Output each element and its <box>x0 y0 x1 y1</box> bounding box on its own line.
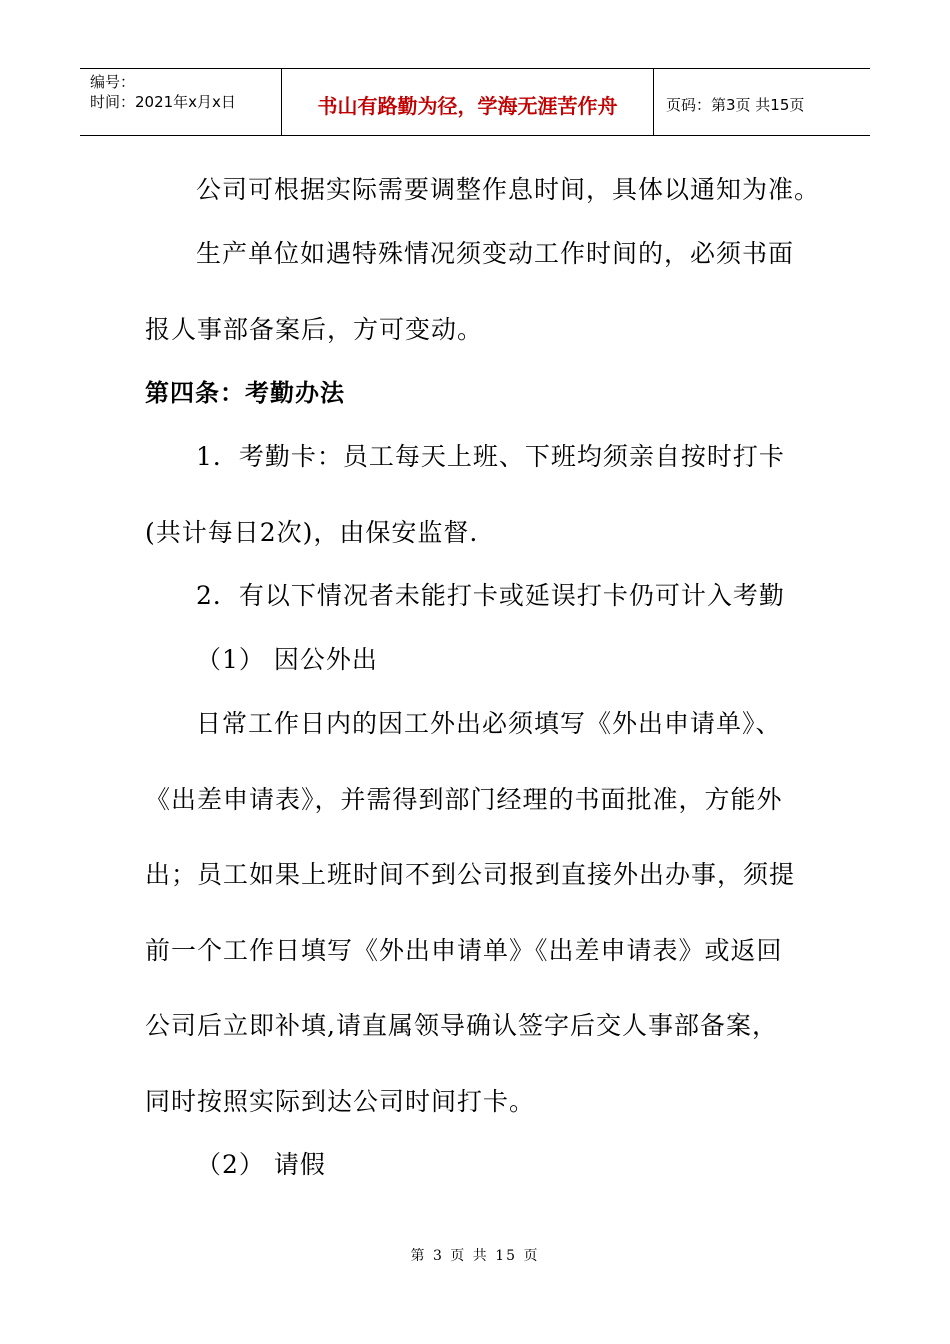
paragraph-line: 同时按照实际到达公司时间打卡。 <box>145 1087 536 1116</box>
paragraph-line: 1．考勤卡：员工每天上班、下班均须亲自按时打卡 <box>196 442 785 471</box>
paragraph-line: 《出差申请表》，并需得到部门经理的书面批准，方能外 <box>145 785 783 814</box>
subsection-heading: （2） 请假 <box>196 1150 326 1179</box>
section-heading: 第四条：考勤办法 <box>145 379 345 407</box>
paragraph-line: 报人事部备案后，方可变动。 <box>145 315 484 344</box>
page-header <box>80 68 870 136</box>
document-number-label: 编号： <box>90 73 136 91</box>
paragraph-line: 日常工作日内的因工外出必须填写《外出申请单》、 <box>196 709 782 738</box>
paragraph-line: 生产单位如遇特殊情况须变动工作时间的，必须书面 <box>196 239 795 268</box>
paragraph-line: 2．有以下情况者未能打卡或延误打卡仍可计入考勤 <box>196 581 785 610</box>
paragraph-line: 公司后立即补填,请直属领导确认签字后交人事部备案， <box>145 1011 778 1040</box>
document-date-label: 时间：2021年x月x日 <box>90 93 236 111</box>
header-motto: 书山有路勤为径，学海无涯苦作舟 <box>282 69 654 135</box>
paragraph-line: 前一个工作日填写《外出申请单》《出差申请表》或返回 <box>145 936 783 965</box>
paragraph-line: 公司可根据实际需要调整作息时间，具体以通知为准。 <box>196 175 821 204</box>
header-page-number: 页码：第3页 共15页 <box>666 95 805 114</box>
subsection-heading: （1） 因公外出 <box>196 645 378 674</box>
page-footer: 第 3 页 共 15 页 <box>410 1248 540 1264</box>
paragraph-line: 出；员工如果上班时间不到公司报到直接外出办事，须提 <box>145 860 796 889</box>
paragraph-line: (共计每日2次)，由保安监督. <box>145 518 479 547</box>
header-meta <box>80 69 282 135</box>
